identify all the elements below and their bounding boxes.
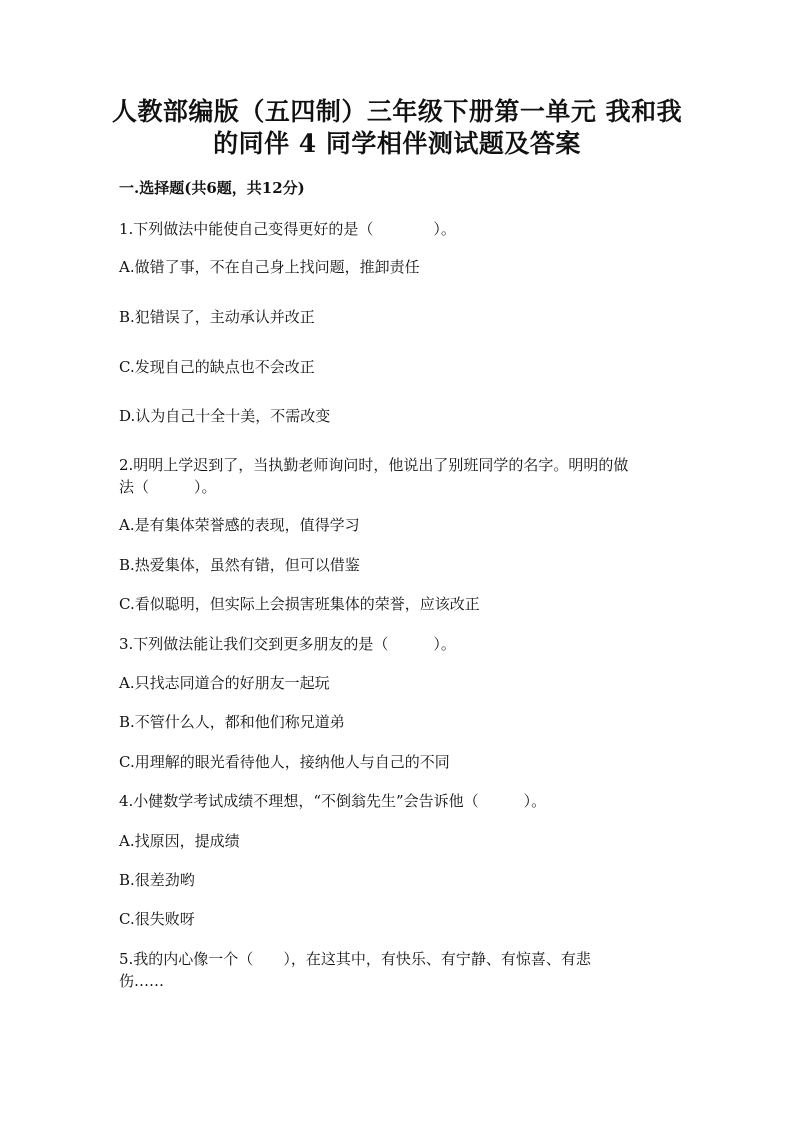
question-1-option-d: D.认为自己十全十美，不需改变: [119, 407, 331, 425]
question-1-stem: 1.下列做法中能使自己变得更好的是（ ）。: [119, 220, 456, 238]
question-4-stem: 4.小健数学考试成绩不理想，“不倒翁先生”会告诉他（ ）。: [119, 792, 547, 810]
question-4-option-c: C.很失败呀: [119, 910, 195, 928]
question-2-option-b: B.热爱集体，虽然有错，但可以借鉴: [119, 556, 360, 574]
question-3-option-c: C.用理解的眼光看待他人，接纳他人与自己的不同: [119, 753, 450, 771]
question-2-option-c: C.看似聪明，但实际上会损害班集体的荣誉，应该改正: [119, 595, 480, 613]
question-4-option-a: A.找原因，提成绩: [119, 832, 240, 850]
document-title-line-2: 的同伴 4 同学相伴测试题及答案: [213, 129, 581, 158]
question-5-stem-line-2: 伤……: [119, 972, 165, 990]
question-3-option-a: A.只找志同道合的好朋友一起玩: [119, 674, 330, 692]
question-2-option-a: A.是有集体荣誉感的表现，值得学习: [119, 516, 360, 534]
question-3-stem: 3.下列做法能让我们交到更多朋友的是（ ）。: [119, 635, 456, 653]
question-3-option-b: B.不管什么人，都和他们称兄道弟: [119, 713, 345, 731]
question-1-option-b: B.犯错误了，主动承认并改正: [119, 308, 315, 326]
question-5-stem-line-1: 5.我的内心像一个（ ），在这其中，有快乐、有宁静、有惊喜、有悲: [119, 950, 591, 968]
section-heading: 一.选择题(共6题，共12分): [119, 179, 305, 197]
question-2-stem-line-1: 2.明明上学迟到了，当执勤老师询问时，他说出了别班同学的名字。明明的做: [119, 456, 629, 474]
question-1-option-c: C.发现自己的缺点也不会改正: [119, 358, 315, 376]
question-1-option-a: A.做错了事，不在自己身上找问题，推卸责任: [119, 258, 420, 276]
question-2-stem-line-2: 法（ ）。: [119, 478, 217, 496]
question-4-option-b: B.很差劲哟: [119, 871, 195, 889]
document-title-line-1: 人教部编版（五四制）三年级下册第一单元 我和我: [111, 97, 683, 126]
